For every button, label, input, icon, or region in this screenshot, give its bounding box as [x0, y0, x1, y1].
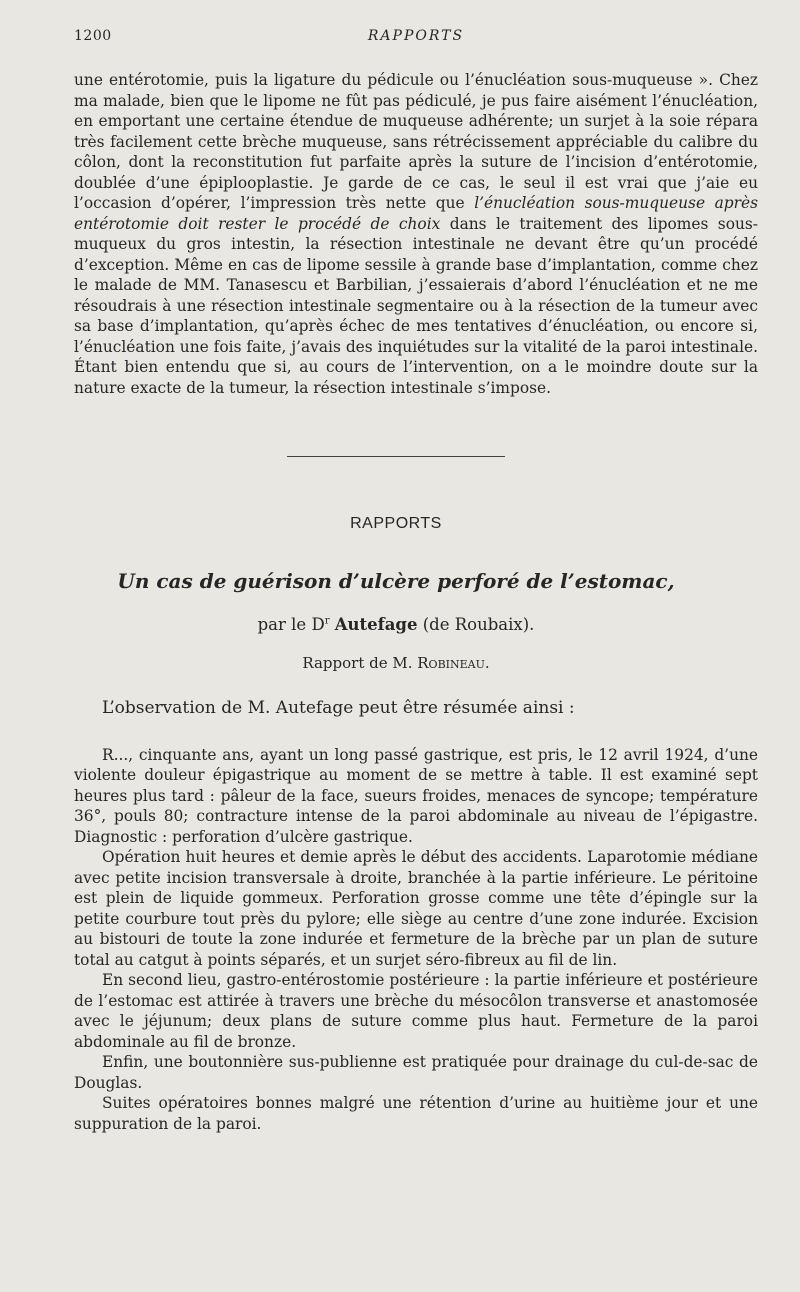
byline-suffix: (de Roubaix). [417, 615, 535, 634]
section-divider [287, 456, 505, 457]
drainage-paragraph: Enfin, une boutonnière sus-publienne est pratiquée pour drainage du cul-de-sac de Douglas. [74, 1053, 758, 1092]
byline-prefix: par le D [257, 615, 325, 634]
report-attribution [54, 654, 738, 672]
operation-paragraph: Opération huit heures et demie après le début des accidents. Laparotomie médiane avec petite incision transversale à droite, branchée à la partie inférieure. Le péritoine est plein de liquide gommeux. Perforation grosse comme une tête d’épingle sur la petite courbure tout près du pylore; elle siège au centre d’une zone indurée. Excision au bistouri de toute la zone indurée et fermeture de la brèche par un plan de suture total au catgut à points séparés, et un surjet séro-fibreux au fil de lin. [74, 848, 758, 969]
report-suffix: . [484, 654, 490, 672]
summary-line: L’observation de M. Autefage peut être résumée ainsi : [102, 698, 575, 718]
byline [54, 615, 738, 634]
paragraph-intro-text: une entérotomie, puis la ligature du pédicule ou l’énucléation sous-muqueuse ». Chez ma malade, bien que le lipome ne fût pas pédiculé, je pus faire aisément l’énucléation, en emportant une certaine étendue de muqueuse adhérente; un surjet à la soie répara très facilement cette brèche muqueuse, sans rétrécissement appréciable du calibre du côlon, dont la reconstitution fut parfaite après la suture de l’incision d’entérotomie, doublée d’une épiplooplastie. Je garde de ce cas, le seul il est vrai que j’aie eu l’occasion d’opérer, l’impression très nette que [74, 71, 758, 212]
article-title: Un cas de guérison d’ulcère perforé de l’estomac, [117, 569, 675, 593]
page-number: 1200 [74, 28, 112, 44]
report-prefix: Rapport de M. [302, 654, 418, 672]
paragraph-rest-text: dans le traitement des lipomes sous-muqueux du gros intestin, la résection intestinale ne devant être qu’un procédé d’exception. Même en cas de lipome sessile à grande base d’implantation, comme chez le malade de MM. Tanasescu et Barbilian, j’essaierais d’abord l’énucléation et ne me résoudrais à une résection intestinale segmentaire ou à la résection de la tumeur avec sa base d’implantation, qu’après échec de mes tentatives d’énucléation, ou encore si, l’énucléation une fois faite, j’avais des inquiétudes sur la vitalité de la paroi intestinale. Étant bien entendu que si, au cours de l’intervention, on a le moindre doute sur la nature exacte de la tumeur, la résection intestinale s’impose. [74, 214, 758, 397]
byline-superscript: r [324, 615, 330, 627]
running-section-title: RAPPORTS [367, 28, 465, 44]
continued-paragraph [74, 70, 758, 398]
gastroenterostomy-paragraph: En second lieu, gastro-entérostomie postérieure : la partie inférieure et postérieure de l’estomac est attirée à travers une brèche du mésocôlon transverse et anastomosée avec le jéjunum; deux plans de suture comme plus haut. Fermeture de la paroi abdominale au fil de bronze. [74, 971, 758, 1051]
running-head [74, 28, 758, 50]
author-name: Autefage [334, 615, 418, 634]
outcome-paragraph: Suites opératoires bonnes malgré une rétention d’urine au huitième jour et une suppuration de la paroi. [74, 1094, 758, 1133]
paragraph-italic-text: l’énucléation sous-muqueuse après entérotomie doit rester le procédé de choix [74, 194, 758, 233]
reporter-name: Robineau [417, 654, 485, 672]
section-title: RAPPORTS [350, 515, 442, 532]
observation-paragraph: R..., cinquante ans, ayant un long passé gastrique, est pris, le 12 avril 1924, d’une violente douleur épigastrique au moment de se mettre à table. Il est examiné sept heures plus tard : pâleur de la face, sueurs froides, menaces de syncope; température 36°, pouls 80; contracture intense de la paroi abdominale au niveau de l’épigastre. Diagnostic : perforation d’ulcère gastrique. [74, 745, 758, 846]
